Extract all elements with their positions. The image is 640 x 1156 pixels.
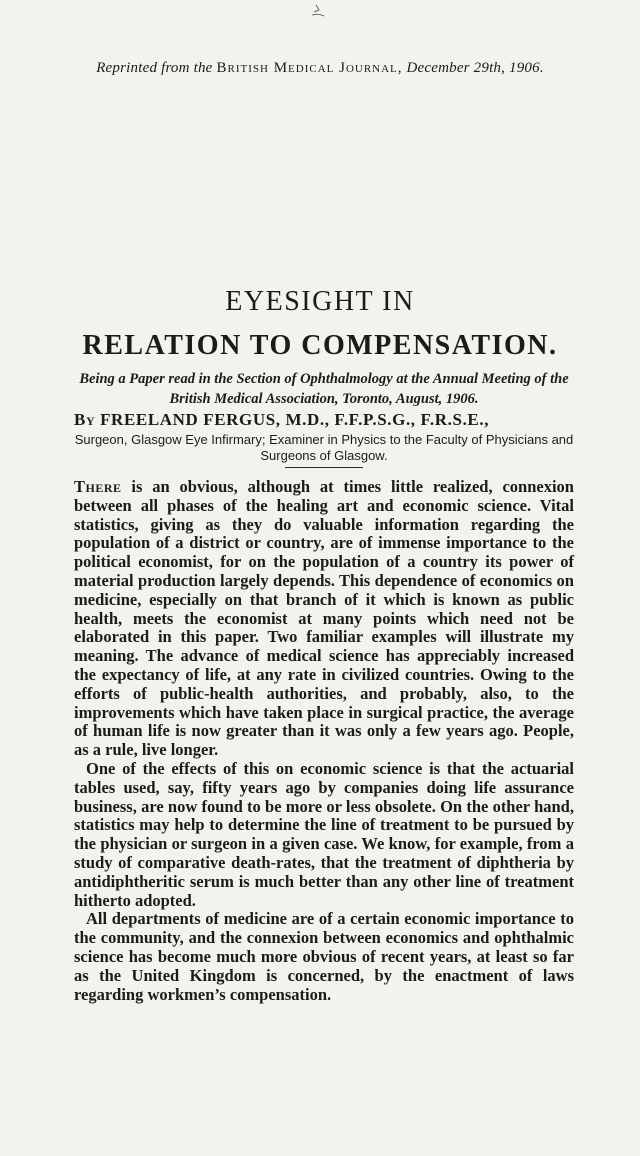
pencil-mark-icon xyxy=(306,4,328,18)
lead-word: There xyxy=(74,477,122,496)
author-byline xyxy=(74,410,574,430)
title-line-1: EYESIGHT IN xyxy=(225,286,415,317)
byline-by: By xyxy=(74,410,96,429)
section-divider xyxy=(285,467,363,468)
title-line-2: RELATION TO COMPENSATION. xyxy=(82,330,558,361)
paper-subtitle: Being a Paper read in the Section of Ophthalmology at the Annual Meeting of the British Medical Association, Toronto, August, 1906. xyxy=(79,371,569,407)
journal-name: British Medical Journal, xyxy=(216,60,403,76)
article-body xyxy=(74,478,574,1004)
author-affiliation: Surgeon, Glasgow Eye Infirmary; Examiner in Physics to the Faculty of Physicians and Surgeons of Glasgow. xyxy=(74,432,574,463)
author-name: FREELAND FERGUS, M.D., F.F.P.S.G., F.R.S.E., xyxy=(100,410,490,429)
paragraph-2: One of the effects of this on economic science is that the actuarial tables used, say, fifty years ago by companies doing life assurance business, are now found to be more or less obsolete. On the other hand, statistics may help to determine the line of treatment to be pursued by the physician or surgeon in a given case. We know, for example, from a study of comparative death-rates, that the treatment of diphtheria by antidiphtheritic serum is much better than any other line of treatment hitherto adopted. xyxy=(74,758,574,910)
paragraph-3: All departments of medicine are of a certain economic importance to the community, and the connexion between economics and ophthalmic science has become much more obvious of recent years, at least so far as the United Kingdom is concerned, by the enactment of laws regarding workmen’s compensation. xyxy=(74,909,574,1004)
paragraph-1 xyxy=(74,478,574,760)
reprint-prefix: Reprinted from the xyxy=(96,60,213,76)
reprint-notice xyxy=(0,60,640,77)
paragraph-1-text: is an obvious, although at times little realized, connexion between all phases of the healing art and economic science. Vital statistics, giving as they do valuable information regarding the population of a district or country, are of immense importance to the political economist, for on the population of a country its power of material production largely depends. This dependence of economics on medicine, especially on that branch of it which is known as public health, meets the economist at many points which need not be elaborated in this paper. Two familiar examples will illustrate my meaning. The advance of medical science has appreciably increased the expectancy of life, at any rate in civilized countries. Owing to the efforts of public-health authorities, and probably, also, to the improvements which have taken place in surgical practice, the average of human life is now greater than it was only a few years ago. People, as a rule, live longer. xyxy=(74,477,574,760)
publication-date: December 29th, 1906. xyxy=(406,60,544,76)
